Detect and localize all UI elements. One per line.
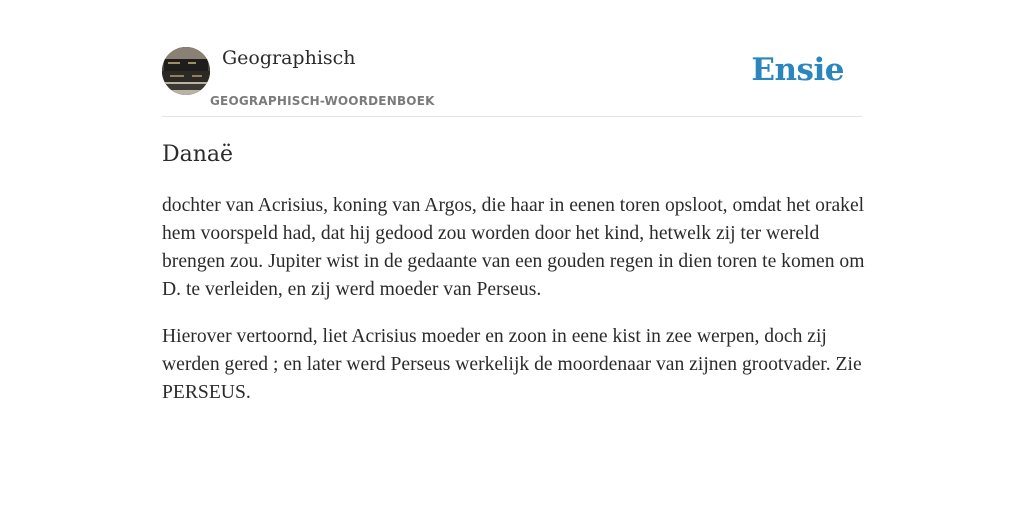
entry-body xyxy=(162,192,866,426)
books-icon xyxy=(162,47,210,95)
source-tag[interactable]: GEOGRAPHISCH-WOORDENBOEK xyxy=(210,94,435,108)
ensie-logo[interactable]: Ensie xyxy=(751,52,844,88)
source-avatar[interactable] xyxy=(162,47,210,95)
entry-paragraph: Hierover vertoornd, liet Acrisius moeder en zoon in eene kist in zee werpen, doch zij werden gered ; en later werd Perseus werkelijk de moordenaar van zijnen grootvader. Zie PERSEUS. xyxy=(162,326,862,403)
entry-header xyxy=(162,0,862,117)
entry-card xyxy=(162,0,865,512)
source-name[interactable]: Geographisch xyxy=(222,47,356,69)
entry-title: Danaë xyxy=(162,142,234,167)
entry-paragraph: dochter van Acrisius, koning van Argos, die haar in eenen toren opsloot, omdat het orakel hem voorspeld had, dat hij gedood zou worden door het kind, hetwelk zij ter wereld brengen zou. Jupiter wist in de gedaante van een gouden regen in dien toren te komen om D. te verleiden, en zij werd moeder van Perseus. xyxy=(162,195,865,300)
